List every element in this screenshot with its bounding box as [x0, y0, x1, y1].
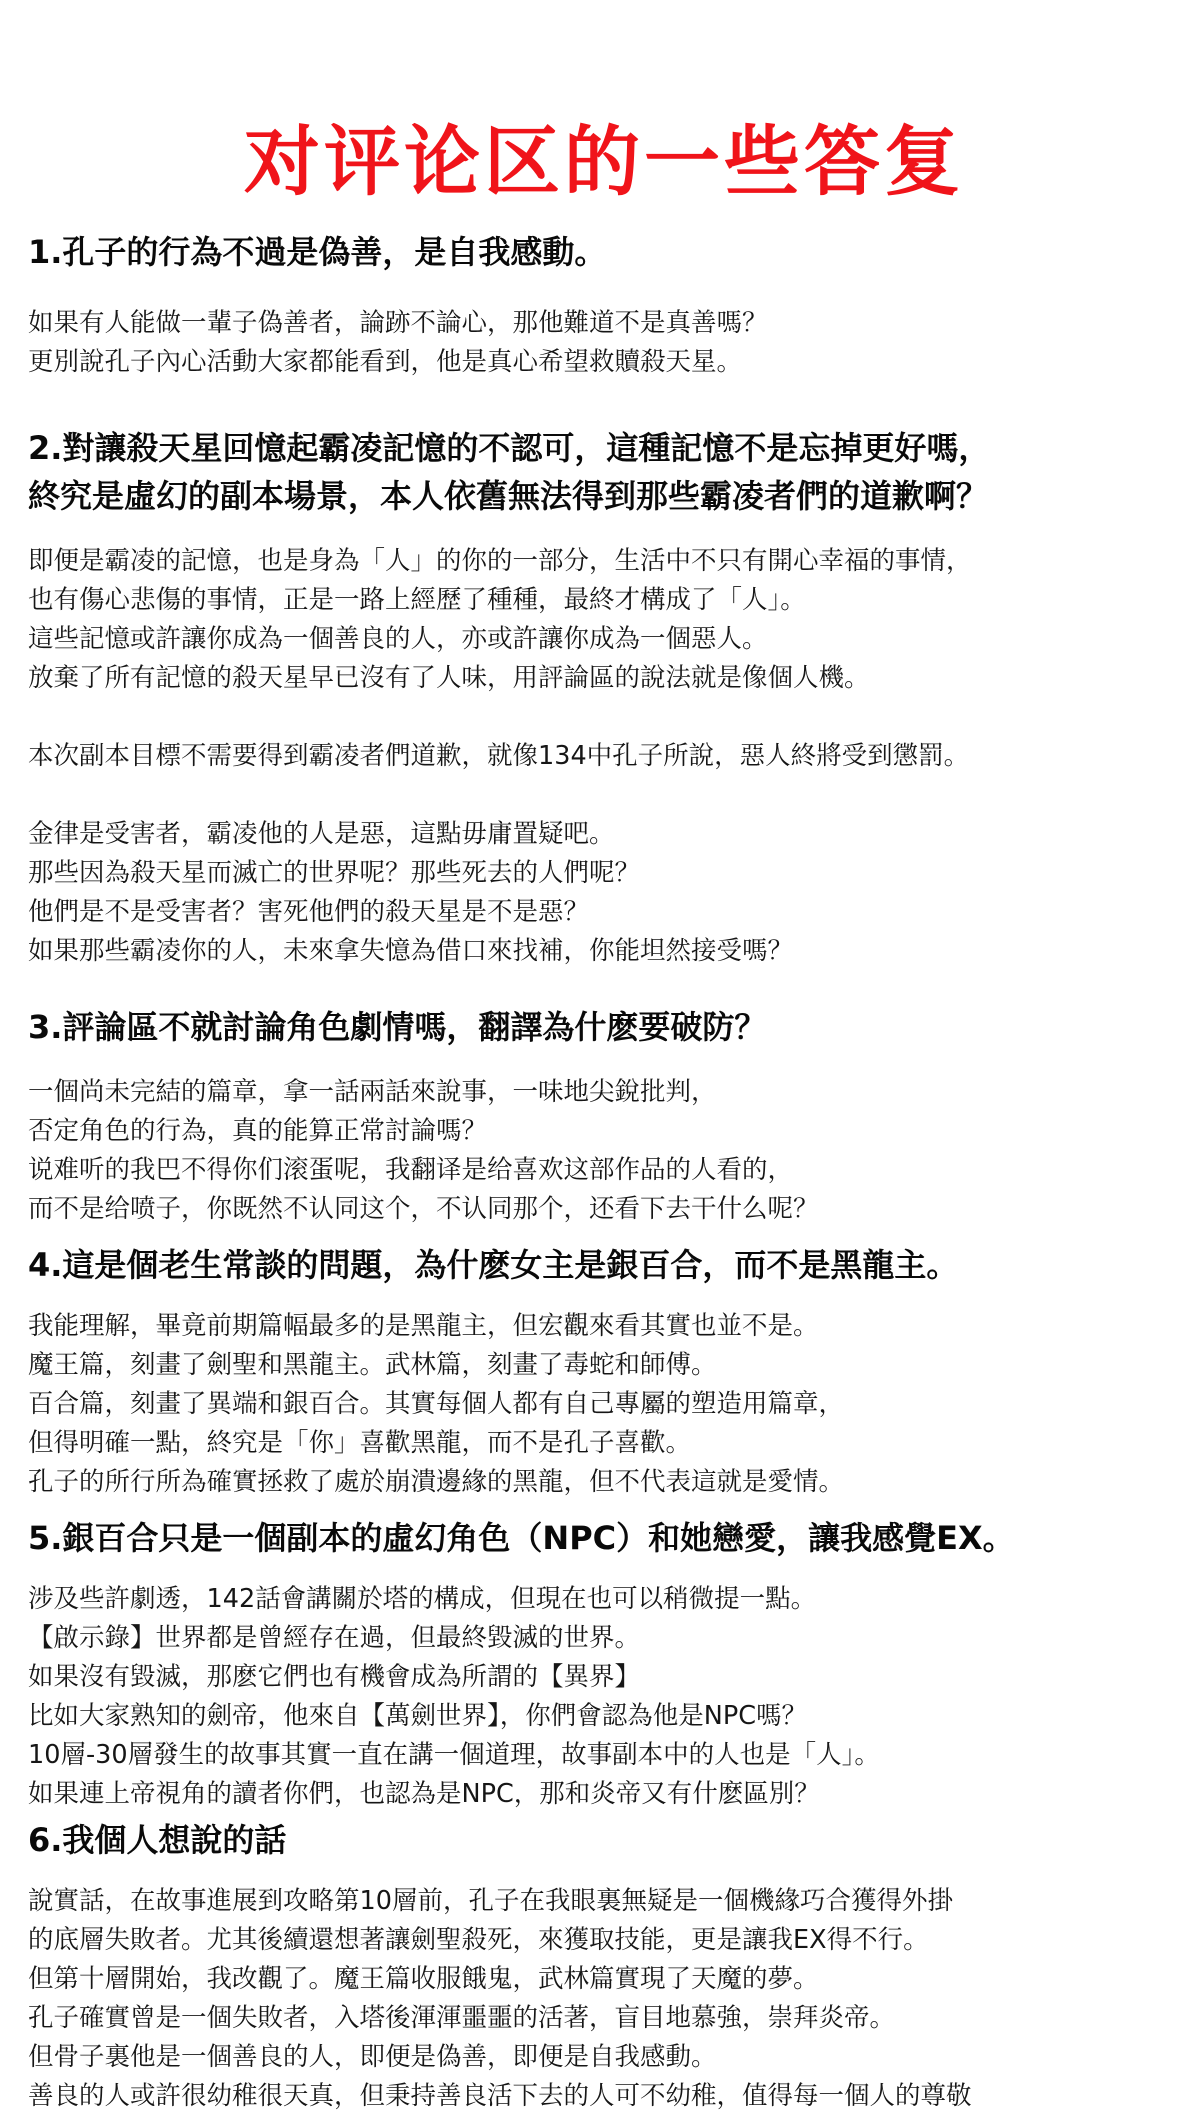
section-5: [28, 1514, 1180, 1814]
text-line: 他們是不是受害者？害死他們的殺天星是不是惡？: [28, 897, 590, 927]
section-body: [28, 1882, 1180, 2116]
text-line: 但第十層開始，我改觀了。魔王篇收服餓鬼，武林篇實現了天魔的夢。: [28, 1964, 819, 1994]
text-line: 涉及些許劇透，142話會講關於塔的構成，但現在也可以稍微提一點。: [28, 1584, 817, 1614]
text-line: 金律是受害者，霸凌他的人是惡，這點毋庸置疑吧。: [28, 819, 615, 849]
page-title: 对评论区的一些答复: [244, 117, 964, 206]
text-line: 如果連上帝視角的讀者你們，也認為是NPC，那和炎帝又有什麽區別？: [28, 1779, 820, 1809]
section-heading: 1.孔子的行為不過是偽善，是自我感動。: [28, 233, 607, 271]
text-line: 但骨子裏他是一個善良的人，即便是偽善，即便是自我感動。: [28, 2042, 717, 2072]
blank-line: [28, 776, 1180, 815]
text-line: 的底層失敗者。尤其後續還想著讓劍聖殺死，來獲取技能，更是讓我EX得不行。: [28, 1925, 929, 1955]
text-line: 否定角色的行為，真的能算正常討論嗎？: [28, 1116, 488, 1146]
text-line: 也有傷心悲傷的事情，正是一路上經歷了種種，最終才構成了「人」。: [28, 585, 806, 615]
section-body: [28, 542, 1180, 971]
blank-line: [28, 698, 1180, 737]
text-line: 善良的人或許很幼稚很天真，但秉持善良活下去的人可不幼稚，值得每一個人的尊敬: [28, 2081, 972, 2111]
text-line: 如果沒有毀滅，那麽它們也有機會成為所謂的【異界】: [28, 1662, 641, 1692]
section-heading: 5.銀百合只是一個副本的虛幻角色（NPC）和她戀愛，讓我感覺EX。: [28, 1519, 1015, 1557]
text-line: 【啟示錄】世界都是曾經存在過，但最終毀滅的世界。: [28, 1623, 641, 1653]
text-line: 魔王篇，刻畫了劍聖和黑龍主。武林篇，刻畫了毒蛇和師傅。: [28, 1350, 717, 1380]
section-3: [28, 1003, 1180, 1229]
text-line: 百合篇，刻畫了異端和銀百合。其實每個人都有自己專屬的塑造用篇章，: [28, 1389, 845, 1419]
section-heading: 3.評論區不就討論角色劇情嗎，翻譯為什麽要破防？: [28, 1008, 767, 1046]
section-body: [28, 304, 1180, 382]
text-line: 10層-30層發生的故事其實一直在講一個道理，故事副本中的人也是「人」。: [28, 1740, 880, 1770]
text-line: 說實話，在故事進展到攻略第10層前，孔子在我眼裏無疑是一個機緣巧合獲得外掛: [28, 1886, 953, 1916]
text-line: 我能理解，畢竟前期篇幅最多的是黑龍主，但宏觀來看其實也並不是。: [28, 1311, 819, 1341]
text-line: 即便是霸凌的記憶，也是身為「人」的你的一部分，生活中不只有開心幸福的事情，: [28, 546, 972, 576]
text-line: 這些記憶或許讓你成為一個善良的人，亦或許讓你成為一個惡人。: [28, 624, 768, 654]
text-line: 如果那些霸凌你的人，未來拿失憶為借口來找補，你能坦然接受嗎？: [28, 936, 794, 966]
text-line: 孔子的所行所為確實拯救了處於崩潰邊緣的黑龍，但不代表這就是愛情。: [28, 1467, 845, 1497]
text-line: 一個尚未完結的篇章，拿一話兩話來說事，一味地尖銳批判，: [28, 1077, 717, 1107]
section-body: [28, 1073, 1180, 1229]
text-line: 说难听的我巴不得你们滚蛋呢，我翻译是给喜欢这部作品的人看的，: [28, 1155, 794, 1185]
section-2: [28, 424, 1180, 971]
section-body: [28, 1580, 1180, 1814]
section-heading: 4.這是個老生常談的問題，為什麽女主是銀百合，而不是黑龍主。: [28, 1246, 959, 1284]
text-line: 如果有人能做一輩子偽善者，論跡不論心，那他難道不是真善嗎？: [28, 308, 768, 338]
section-body: [28, 1307, 1180, 1502]
section-heading-line: 終究是虛幻的副本場景，本人依舊無法得到那些霸凌者們的道歉啊？: [28, 477, 989, 515]
section-1: [28, 228, 1180, 382]
text-line: 本次副本目標不需要得到霸凌者們道歉，就像134中孔子所說，惡人終將受到懲罰。: [28, 741, 970, 771]
text-line: 但得明確一點，終究是「你」喜歡黑龍，而不是孔子喜歡。: [28, 1428, 692, 1458]
text-line: 那些因為殺天星而滅亡的世界呢？那些死去的人們呢？: [28, 858, 641, 888]
section-4: [28, 1241, 1180, 1502]
section-6: [28, 1816, 1180, 2116]
section-heading: 6.我個人想說的話: [28, 1821, 287, 1859]
text-line: 比如大家熟知的劍帝，他來自【萬劍世界】，你們會認為他是NPC嗎？: [28, 1701, 808, 1731]
text-line: 更別說孔子內心活動大家都能看到，他是真心希望救贖殺天星。: [28, 347, 743, 377]
section-heading-line: 2.對讓殺天星回憶起霸凌記憶的不認可，這種記憶不是忘掉更好嗎，: [28, 429, 991, 467]
text-line: 放棄了所有記憶的殺天星早已沒有了人味，用評論區的說法就是像個人機。: [28, 663, 870, 693]
section-heading: [28, 424, 1180, 520]
text-line: 孔子確實曾是一個失敗者，入塔後渾渾噩噩的活著，盲目地慕強，崇拜炎帝。: [28, 2003, 896, 2033]
text-line: 而不是给喷子，你既然不认同这个，不认同那个，还看下去干什么呢？: [28, 1194, 819, 1224]
